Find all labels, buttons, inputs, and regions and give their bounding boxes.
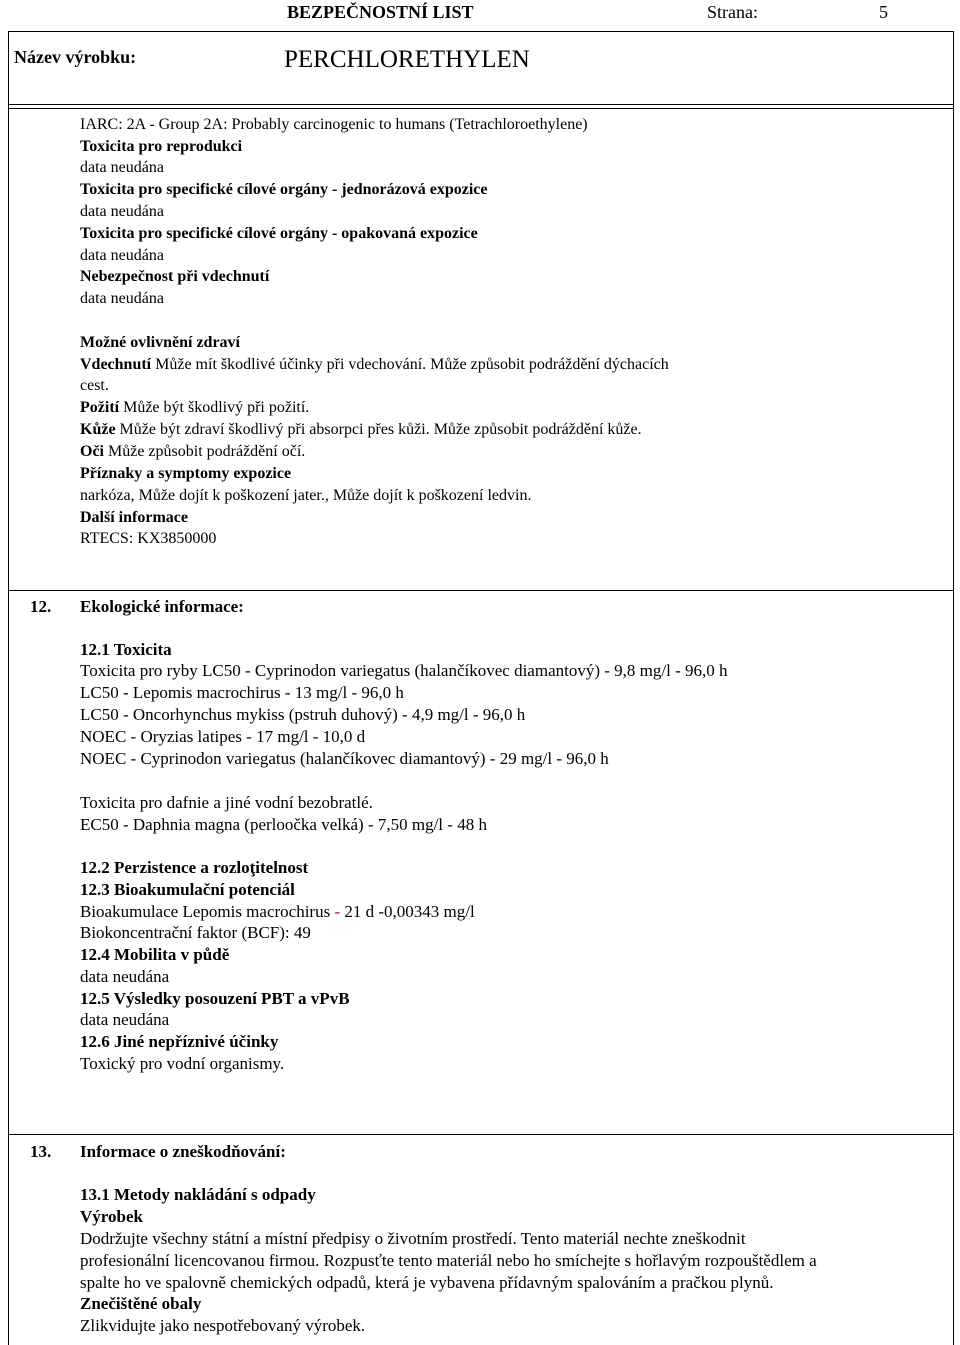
stot-single-heading: Toxicita pro specifické cílové orgány - jednorázová expozice bbox=[80, 181, 488, 198]
rtecs-number: RTECS: KX3850000 bbox=[80, 530, 217, 547]
skin-label: Kůže bbox=[80, 421, 116, 438]
aspiration-heading: Nebezpečnost při vdechnutí bbox=[80, 268, 270, 285]
eyes-text: Může způsobit podráždění očí. bbox=[104, 443, 306, 460]
aspiration-value: data neudána bbox=[80, 290, 164, 307]
eyes-line bbox=[80, 442, 305, 462]
header-rule-top bbox=[8, 31, 953, 32]
box1-right-border bbox=[953, 31, 954, 591]
product-label: Název výrobku: bbox=[14, 47, 137, 67]
section-12-number: 12. bbox=[30, 597, 52, 616]
reproduction-value: data neudána bbox=[80, 159, 164, 176]
other-effects-value: Toxický pro vodní organismy. bbox=[80, 1054, 285, 1073]
inhalation-text: Může mít škodlivé účinky při vdechování. Může způsobit podráždění dýchacích bbox=[151, 356, 669, 373]
other-effects-subheading: 12.6 Jiné nepříznivé účinky bbox=[80, 1032, 279, 1051]
bioaccumulation-value: 21 d -0,00343 mg/l bbox=[340, 902, 475, 921]
ingestion-text: Může být škodlivý při požití. bbox=[119, 399, 310, 416]
mobility-value: data neudána bbox=[80, 967, 170, 986]
box1-bottom-border bbox=[8, 590, 954, 591]
header-rule-bottom bbox=[8, 104, 953, 105]
bcf-line: Biokoncentrační faktor (BCF): 49 bbox=[80, 923, 311, 942]
header-rule-bottom-double bbox=[8, 108, 953, 109]
packaging-heading: Znečištěné obaly bbox=[80, 1294, 202, 1313]
product-disposal-line: Dodržujte všechny státní a místní předpisy o životním prostředí. Tento materiál nechte zneškodnit bbox=[80, 1229, 746, 1248]
skin-line bbox=[80, 420, 642, 440]
further-info-heading: Další informace bbox=[80, 509, 188, 526]
symptoms-heading: Příznaky a symptomy expozice bbox=[80, 465, 292, 482]
packaging-text: Zlikvidujte jako nespotřebovaný výrobek. bbox=[80, 1316, 366, 1335]
fish-toxicity-line: Toxicita pro ryby LC50 - Cyprinodon variegatus (halančíkovec diamantový) - 9,8 mg/l - 96,0 h bbox=[80, 661, 728, 680]
inhalation-label: Vdechnutí bbox=[80, 356, 152, 373]
pbt-subheading: 12.5 Výsledky posouzení PBT a vPvB bbox=[80, 989, 350, 1008]
section13-left-border bbox=[8, 1134, 9, 1345]
section-13-title: Informace o zneškodňování: bbox=[80, 1142, 286, 1161]
page-label: Strana: bbox=[707, 2, 758, 22]
bioaccumulation-subheading: 12.3 Bioakumulační potenciál bbox=[80, 880, 295, 899]
iarc-line: IARC: 2A - Group 2A: Probably carcinogenic to humans (Tetrachloroethylene) bbox=[80, 116, 588, 133]
document-title: BEZPEČNOSTNÍ LIST bbox=[287, 2, 474, 22]
section12-left-border bbox=[8, 590, 9, 1135]
health-effects-heading: Možné ovlivnění zdraví bbox=[80, 334, 240, 351]
fish-toxicity-line: LC50 - Oncorhynchus mykiss (pstruh duhový) - 4,9 mg/l - 96,0 h bbox=[80, 705, 526, 724]
waste-methods-subheading: 13.1 Metody nakládání s odpady bbox=[80, 1185, 316, 1204]
daphnia-toxicity-line: EC50 - Daphnia magna (perloočka velká) - 7,50 mg/l - 48 h bbox=[80, 815, 487, 834]
product-disposal-line: spalte ho ve spalovně chemických odpadů, která je vybavena přídavným spalováním a pračkou plynů. bbox=[80, 1273, 774, 1292]
fish-toxicity-line: NOEC - Oryzias latipes - 17 mg/l - 10,0 d bbox=[80, 727, 366, 746]
fish-toxicity-line: LC50 - Lepomis macrochirus - 13 mg/l - 96,0 h bbox=[80, 683, 404, 702]
section13-right-border bbox=[953, 1134, 954, 1345]
bioaccumulation-line bbox=[80, 902, 475, 922]
pbt-value: data neudána bbox=[80, 1010, 170, 1029]
box1-left-border bbox=[8, 31, 9, 591]
reproduction-heading: Toxicita pro reprodukci bbox=[80, 138, 243, 155]
bioaccumulation-species: Bioakumulace Lepomis macrochirus bbox=[80, 902, 335, 921]
product-name: PERCHLORETHYLEN bbox=[284, 46, 530, 73]
persistence-subheading: 12.2 Perzistence a rozloţitelnost bbox=[80, 858, 309, 877]
product-disposal-line: profesionální licencovanou firmou. Rozpusťte tento materiál nebo ho smíchejte s hořlavým rozpouštědlem a bbox=[80, 1251, 817, 1270]
inhalation-line bbox=[80, 355, 669, 375]
product-heading: Výrobek bbox=[80, 1207, 143, 1226]
section12-bottom-border bbox=[8, 1134, 954, 1135]
skin-text: Může být zdraví škodlivý při absorpci přes kůži. Může způsobit podráždění kůže. bbox=[115, 421, 642, 438]
mobility-subheading: 12.4 Mobilita v půdě bbox=[80, 945, 230, 964]
symptoms-text: narkóza, Může dojít k poškození jater., Může dojít k poškození ledvin. bbox=[80, 487, 532, 504]
ingestion-line bbox=[80, 398, 309, 418]
fish-toxicity-line: NOEC - Cyprinodon variegatus (halančíkovec diamantový) - 29 mg/l - 96,0 h bbox=[80, 749, 609, 768]
ingestion-label: Požití bbox=[80, 399, 120, 416]
page-number: 5 bbox=[879, 2, 888, 22]
stot-repeated-heading: Toxicita pro specifické cílové orgány - opakovaná expozice bbox=[80, 225, 478, 242]
section12-right-border bbox=[953, 590, 954, 1135]
eyes-label: Oči bbox=[80, 443, 104, 460]
inhalation-continuation: cest. bbox=[80, 377, 109, 394]
daphnia-toxicity-line: Toxicita pro dafnie a jiné vodní bezobratlé. bbox=[80, 793, 373, 812]
section-13-number: 13. bbox=[30, 1142, 52, 1161]
stot-single-value: data neudána bbox=[80, 203, 164, 220]
toxicity-subheading: 12.1 Toxicita bbox=[80, 640, 172, 659]
bioaccumulation-dash: - bbox=[334, 902, 341, 921]
section-12-title: Ekologické informace: bbox=[80, 597, 244, 616]
stot-repeated-value: data neudána bbox=[80, 247, 164, 264]
